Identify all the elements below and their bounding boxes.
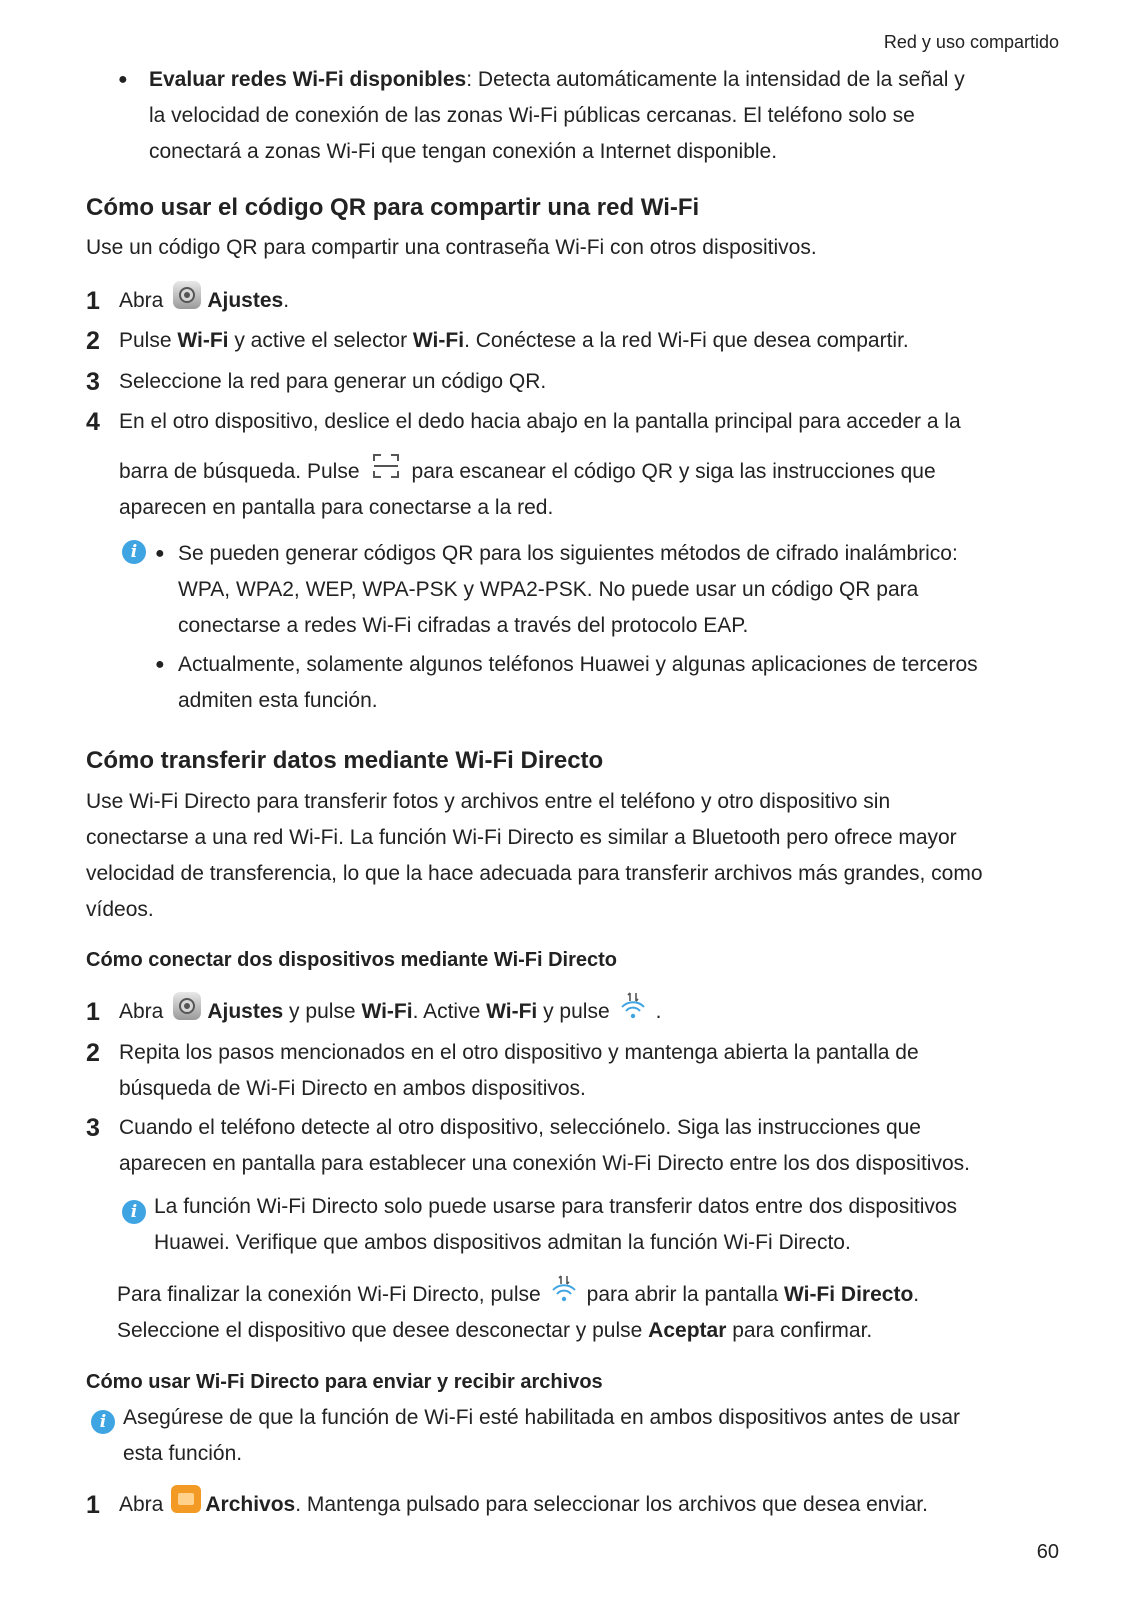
subheading-send-receive: Cómo usar Wi-Fi Directo para enviar y recibir archivos [86,1371,603,1393]
heading-qr-share: Cómo usar el código QR para compartir una red Wi-Fi [86,194,700,221]
connect-step-2: Repita los pasos mencionados en el otro dispositivo y mantenga abierta la pantalla de búsqueda de Wi-Fi Directo en ambos dispositivos. [119,1041,919,1100]
wifi-direct-intro: Use Wi-Fi Directo para transferir fotos y archivos entre el teléfono y otro dispositivo sin conectarse a una red Wi-Fi. La función Wi-Fi Directo es similar a Bluetooth pero ofrece mayor velocidad de transferencia, lo que la hace adecuada para transferir archivos más grandes, como vídeos. [86,790,983,921]
intro-bullet-term: Evaluar redes Wi-Fi disponibles [149,68,467,91]
qr-intro: Use un código QR para compartir una contraseña Wi-Fi con otros dispositivos. [86,236,817,259]
running-header: Red y uso compartido [883,32,1059,52]
info-icon: i [122,1200,146,1224]
info-icon: i [91,1410,115,1434]
connect-step-1: Abra Ajustes y pulse Wi-Fi. Active Wi-Fi y pulse . [119,994,1064,1030]
page-number: 60 [1036,1541,1059,1563]
bullet-dot: ● [155,545,165,562]
qr-step-2: Pulse Wi-Fi y active el selector Wi-Fi. Conéctese a la red Wi-Fi que desea compartir. [119,329,909,352]
info-icon: i [122,540,146,564]
qr-note-2: Actualmente, solamente algunos teléfonos Huawei y algunas aplicaciones de terceros admiten esta función. [178,653,978,712]
send-note: Asegúrese de que la función de Wi-Fi esté habilitada en ambos dispositivos antes de usar esta función. [123,1406,960,1465]
finish-connection: Para finalizar la conexión Wi-Fi Directo, pulse para abrir la pantalla Wi-Fi Directo. Seleccione el dispositivo que desee desconectar y pulse Aceptar para confirmar. [117,1277,1067,1349]
step-number: 3 [86,1114,100,1142]
step-number: 1 [86,1491,100,1519]
step-number: 1 [86,998,100,1026]
wifi-direct-icon [618,991,648,1021]
intro-bullet: Evaluar redes Wi-Fi disponibles: Detecta automáticamente la intensidad de la señal y la velocidad de conexión de las zonas Wi-Fi públicas cercanas. El teléfono solo se conectará a zonas Wi-Fi que tengan conexión a Internet disponible. [149,68,965,163]
files-app-icon [171,1485,201,1513]
heading-wifi-direct: Cómo transferir datos mediante Wi-Fi Directo [86,747,604,774]
qr-step-3: Seleccione la red para generar un código QR. [119,370,547,393]
send-step-1: Abra Archivos. Mantenga pulsado para seleccionar los archivos que desea enviar. [119,1487,1064,1523]
step-number: 4 [86,408,100,436]
subheading-connect: Cómo conectar dos dispositivos mediante Wi-Fi Directo [86,949,618,971]
step-number: 2 [86,327,100,355]
settings-gear-icon [173,281,201,309]
qr-step-4: En el otro dispositivo, deslice el dedo hacia abajo en la pantalla principal para acceder a la barra de búsqueda. Pulse para escanear el código QR y siga las instrucciones que aparecen en pantalla para conectarse a la red. [119,410,961,519]
qr-step-1: Abra Ajustes. [119,283,1064,319]
scan-icon [372,453,400,479]
bullet-dot: ● [155,656,165,673]
bullet-dot: ● [118,71,128,88]
connect-step-3: Cuando el teléfono detecte al otro dispositivo, selecciónelo. Siga las instrucciones que aparecen en pantalla para establecer una conexión Wi-Fi Directo entre los dos dispositivos. [119,1116,970,1175]
settings-gear-icon [173,992,201,1020]
step-number: 2 [86,1039,100,1067]
step-number: 3 [86,368,100,396]
qr-note-1: Se pueden generar códigos QR para los siguientes métodos de cifrado inalámbrico: WPA, WPA2, WEP, WPA-PSK y WPA2-PSK. No puede usar un código QR para conectarse a redes Wi-Fi cifradas a través del protocolo EAP. [178,542,958,637]
wifi-direct-icon [549,1274,579,1304]
step-number: 1 [86,287,100,315]
connect-note: La función Wi-Fi Directo solo puede usarse para transferir datos entre dos dispositivos Huawei. Verifique que ambos dispositivos admitan la función Wi-Fi Directo. [154,1195,958,1254]
